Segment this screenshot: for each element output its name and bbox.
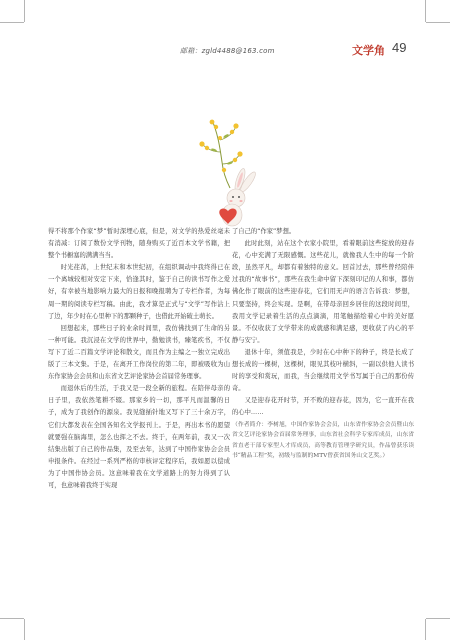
page-number: 49	[392, 40, 407, 55]
crop-mark	[0, 618, 24, 619]
crop-mark	[426, 618, 450, 619]
header-email: 邮箱：zgld4488@163.com	[180, 47, 275, 55]
crop-mark	[425, 0, 426, 22]
crop-mark	[426, 22, 450, 23]
paragraph: 得不将那个作家“梦”暂时深埋心底，但是，对文学的热爱丝毫未有消减：订阅了数份文学刊物，随身购买了近百本文学书籍，把整个书橱塞的满满当当。	[48, 228, 230, 260]
paragraph: 了自己的“作家”梦想。	[232, 228, 296, 235]
article-column-right	[232, 226, 414, 462]
article-column-left	[48, 226, 230, 492]
paragraph: 回想起来，那些日子的业余时间里，我仿佛找到了生命的另一种可能。我沉浸在文学的世界中，勤勉读书，臻笔疾书，不仅写下了近二百篇文学评论和散文，而且作为主编之一独立完成出版了三本文集。于是，在离开工作岗位的第二年，即被吸收为山东作家协会会员和山东省文艺评论家协会首届常务理事。	[48, 324, 230, 381]
crop-mark	[0, 22, 24, 23]
paragraph: 退休十年，须值我是，少时在心中种下的种子，终是长成了想长成的一棵树，这棵树，眼见其枝叶横斜，一副以供他人读书时的享受和赏玩，而我，当会继续用文学书写属于自己的那份传奇。	[232, 348, 414, 393]
paragraph: 又是迎春花开时节，开不败的迎春花，因为，它一直开在我的心中……	[232, 397, 414, 417]
bunny-illustration	[190, 118, 270, 228]
paragraph: 此时此刻，站在这个衣家小院里，看着眼前这些绽放的迎春花，心中充满了无限感慨。这些花儿，就像我人生中的每一个阶段，虽然平凡，却都有着独特的意义。回首过去，那些曾经陪伴过我的“故事书”，那些在我生命中留下深刻印记的人和事，都仿佛化作了眼前的这些迎春花，它们用无声的语言告诉我：梦想，只要坚持，终会实现。是啊，在带母亲回乡居住的这段时间里，我用文学记录着生活的点点滴滴，用笔触描绘着心中的美好愿景。不仅收获了文学带来的成就感和满足感，更收获了内心的平静与安宁。	[232, 240, 414, 344]
crop-mark	[425, 619, 426, 640]
section-title: 文学角	[352, 44, 385, 57]
paragraph: 而退休后的生活，于我又是一段全新的旅程。在陪伴母亲的日子里，我依然笔耕不辍。那家乡的一切，那平凡而温馨的日子，成为了我创作的源泉。我见缝插针地又写下了三十余万字，它们大都发表在全国各知名文学报刊上。于是，再出本书的愿望就要强在脑海里，怎么也挥之不去。终于，在两年前，我又一次结集出版了自己的作品集，及至去年，达到了中国作家协会会员申报条件。在经过一系列严格的审核评定程序后，我如愿以偿成为了中国作协会员。这意味着我在文学道路上的努力得到了认可，也意味着我终于实现	[48, 385, 230, 489]
crop-mark	[24, 0, 25, 22]
author-bio: （作者简介：李树旭，中国作家协会会员，山东省作家协会会员暨山东省文艺评论家协会首届常务理事，山东省社会科学专家库成员，山东省省直老干部专家型人才库成员，高等教育管理学研究员，作品曾获乐读书“精品工程”奖，初级与监制的MTV曾获省国务山文艺奖。）	[232, 421, 414, 460]
flower-branch-icon	[199, 120, 242, 188]
crop-mark	[24, 619, 25, 640]
paragraph: 时光荏苒，上世纪末和本世纪初，在组织调动中我终得已在一个离城较相对安定下来，恰逢其时，鉴于自己的读书写作之爱好，有幸被当地影响力最大的日报和晚报聘为了专栏作者，为每周一期的阅读专栏写稿。由此，我才算是正式与“文学”写作沾上了边，年少时在心里种下的那颗种子，也借此开始破土萌长。	[48, 264, 230, 320]
